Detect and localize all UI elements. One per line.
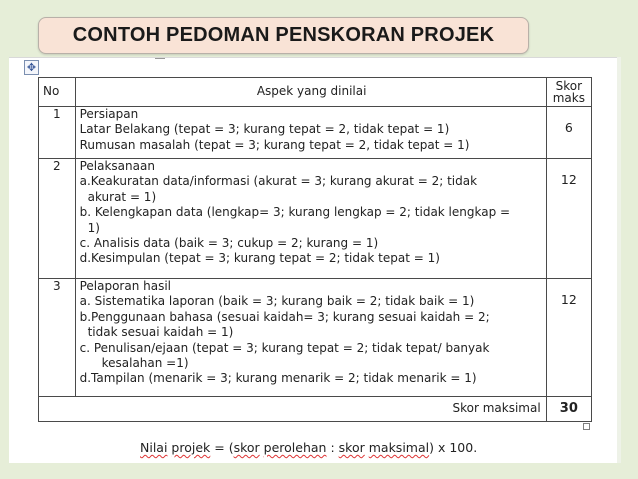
aspect-line: c. Analisis data (baik = 3; cukup = 2; kurang = 1): [79, 236, 379, 251]
row-no: 2: [39, 159, 76, 279]
row-skor: 6: [546, 107, 591, 159]
aspect-line: a.Keakuratan data/informasi (akurat = 3; kurang akurat = 2; tidak: [79, 174, 478, 189]
aspect-line: b.Penggunaan bahasa (sesuai kaidah= 3; kurang sesuai kaidah = 2;: [79, 309, 490, 324]
formula-word: skor: [233, 440, 260, 455]
aspect-line: tidak sesuai kaidah = 1): [87, 325, 234, 340]
page-right-edge: [617, 57, 621, 463]
aspect-line: 1): [87, 220, 100, 235]
row-skor: 12: [546, 159, 591, 279]
formula-word: projek: [171, 440, 211, 455]
title-banner: [38, 17, 529, 54]
header-skor: [546, 78, 591, 107]
row-skor: 12: [546, 279, 591, 397]
aspect-line: a. Sistematika laporan (baik = 3; kurang baik = 2; tidak baik = 1): [79, 294, 475, 309]
aspect-line: Latar Belakang (tepat = 3; kurang tepat = 2, tidak tepat = 1): [79, 122, 450, 137]
formula-word: perolehan: [263, 440, 327, 455]
total-value: 30: [546, 397, 591, 422]
formula-part: = (: [210, 440, 234, 455]
scoring-table: [38, 77, 592, 422]
page-title: CONTOH PEDOMAN PENSKORAN PROJEK: [72, 24, 495, 46]
formula-word: Nilai: [140, 440, 168, 455]
header-skor-line2: maks: [552, 91, 585, 105]
resize-handle-icon[interactable]: [583, 423, 590, 430]
cursor-mark: [155, 58, 165, 59]
formula-word: skor: [338, 440, 365, 455]
score-formula: [140, 440, 477, 455]
aspect-line: c. Penulisan/ejaan (tepat = 3; kurang tepat = 2; tidak tepat/ banyak: [79, 340, 490, 355]
total-row: [39, 397, 592, 422]
table-header-row: [39, 78, 592, 107]
formula-word: maksimal: [368, 440, 430, 455]
header-no: No: [39, 78, 76, 107]
row-aspek: [75, 107, 546, 159]
aspect-line: d.Tampilan (menarik = 3; kurang menarik = 2; tidak menarik = 1): [79, 371, 477, 386]
aspect-line: kesalahan =1): [101, 356, 189, 371]
page-top-border: [9, 57, 621, 58]
row-aspek: [75, 159, 546, 279]
formula-part: ) x 100.: [429, 440, 478, 455]
header-aspek: Aspek yang dinilai: [75, 78, 546, 107]
row-no: 3: [39, 279, 76, 397]
table-row: [39, 107, 592, 159]
row-aspek: [75, 279, 546, 397]
aspect-line: akurat = 1): [87, 189, 157, 204]
row-no: 1: [39, 107, 76, 159]
aspect-heading: Pelaksanaan: [79, 159, 155, 173]
total-label: Skor maksimal: [39, 397, 547, 422]
aspect-heading: Pelaporan hasil: [79, 279, 172, 293]
move-handle-icon[interactable]: ✥: [24, 60, 39, 75]
aspect-line: Rumusan masalah (tepat = 3; kurang tepat = 2, tidak tepat = 1): [79, 137, 470, 152]
header-skor-line1: Skor: [555, 79, 583, 93]
aspect-line: d.Kesimpulan (tepat = 3; kurang tepat = 2; tidak tepat = 1): [79, 251, 440, 266]
aspect-line: b. Kelengkapan data (lengkap= 3; kurang lengkap = 2; tidak lengkap =: [79, 205, 511, 220]
table-row: [39, 159, 592, 279]
table-row: [39, 279, 592, 397]
aspect-heading: Persiapan: [79, 107, 139, 121]
formula-part: :: [326, 440, 339, 455]
